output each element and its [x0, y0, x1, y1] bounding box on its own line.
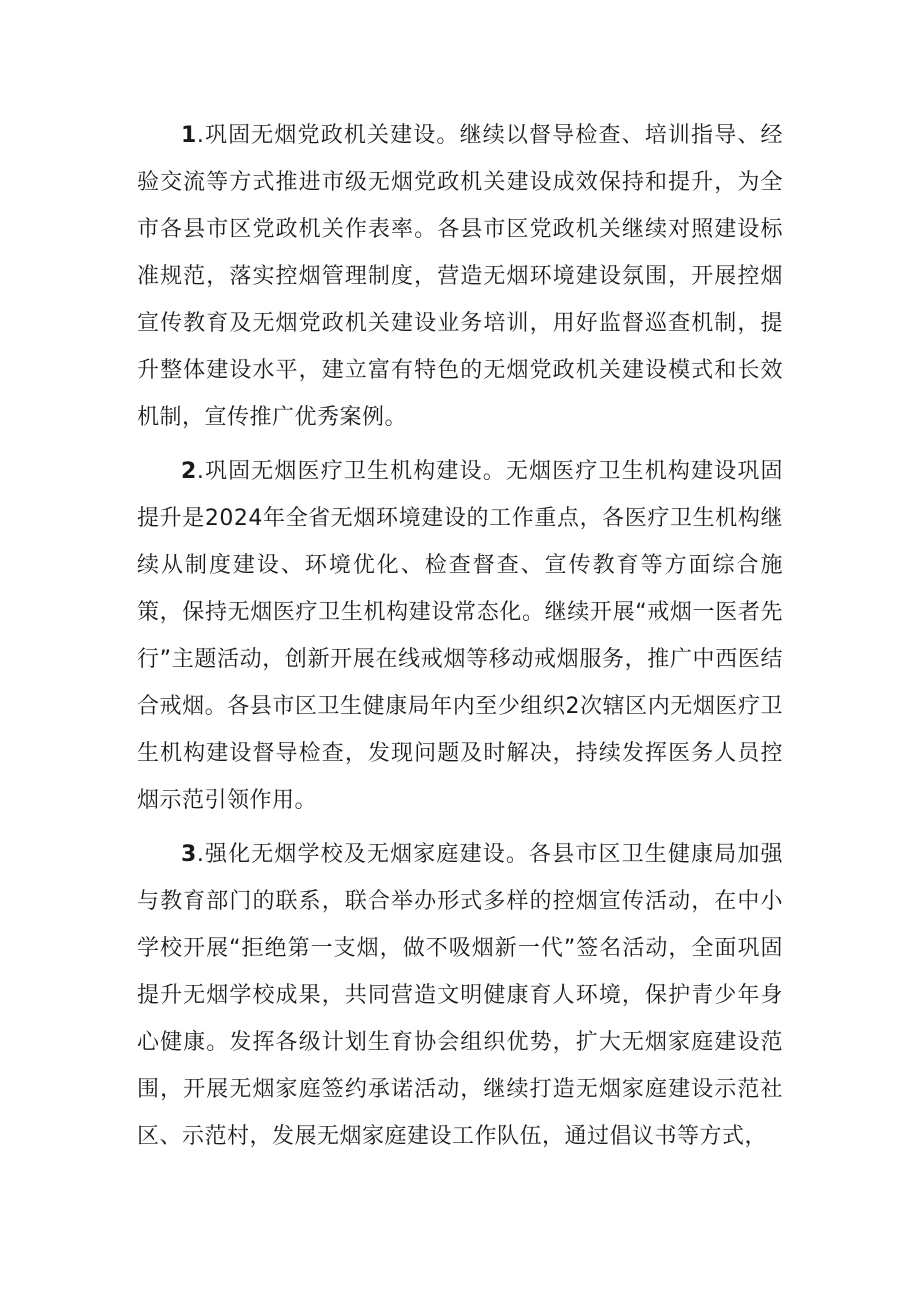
paragraph-3-text: .强化无烟学校及无烟家庭建设。各县市区卫生健康局加强与教育部门的联系，联合举办形式多样的控烟宣传活动，在中小学校开展“拒绝第一支烟，做不吸烟新一代”签名活动，全面巩固提升无烟学校成果，共同营造文明健康育人环境，保护青少年身心健康。发挥各级计划生育协会组织优势，扩大无烟家庭建设范围，开展无烟家庭签约承诺活动，继续打造无烟家庭建设示范社区、示范村，发展无烟家庭建设工作队伍，通过倡议书等方式， — [137, 842, 783, 1149]
paragraph-1-number: 1 — [181, 123, 197, 148]
paragraph-2 — [137, 448, 783, 824]
paragraph-1 — [137, 112, 783, 441]
document-body — [137, 112, 783, 1167]
paragraph-1-text: .巩固无烟党政机关建设。继续以督导检查、培训指导、经验交流等方式推进市级无烟党政机关建设成效保持和提升，为全市各县市区党政机关作表率。各县市区党政机关继续对照建设标准规范，落实控烟管理制度，营造无烟环境建设氛围，开展控烟宣传教育及无烟党政机关建设业务培训，用好监督巡查机制，提升整体建设水平，建立富有特色的无烟党政机关建设模式和长效机制，宣传推广优秀案例。 — [137, 123, 783, 430]
paragraph-2-number: 2 — [181, 459, 197, 484]
paragraph-3 — [137, 831, 783, 1160]
paragraph-2-text: .巩固无烟医疗卫生机构建设。无烟医疗卫生机构建设巩固提升是2024年全省无烟环境建设的工作重点，各医疗卫生机构继续从制度建设、环境优化、检查督查、宣传教育等方面综合施策，保持无烟医疗卫生机构建设常态化。继续开展“戒烟一医者先行”主题活动，创新开展在线戒烟等移动戒烟服务，推广中西医结合戒烟。各县市区卫生健康局年内至少组织2次辖区内无烟医疗卫生机构建设督导检查，发现问题及时解决，持续发挥医务人员控烟示范引领作用。 — [137, 459, 783, 813]
paragraph-3-number: 3 — [181, 842, 197, 867]
